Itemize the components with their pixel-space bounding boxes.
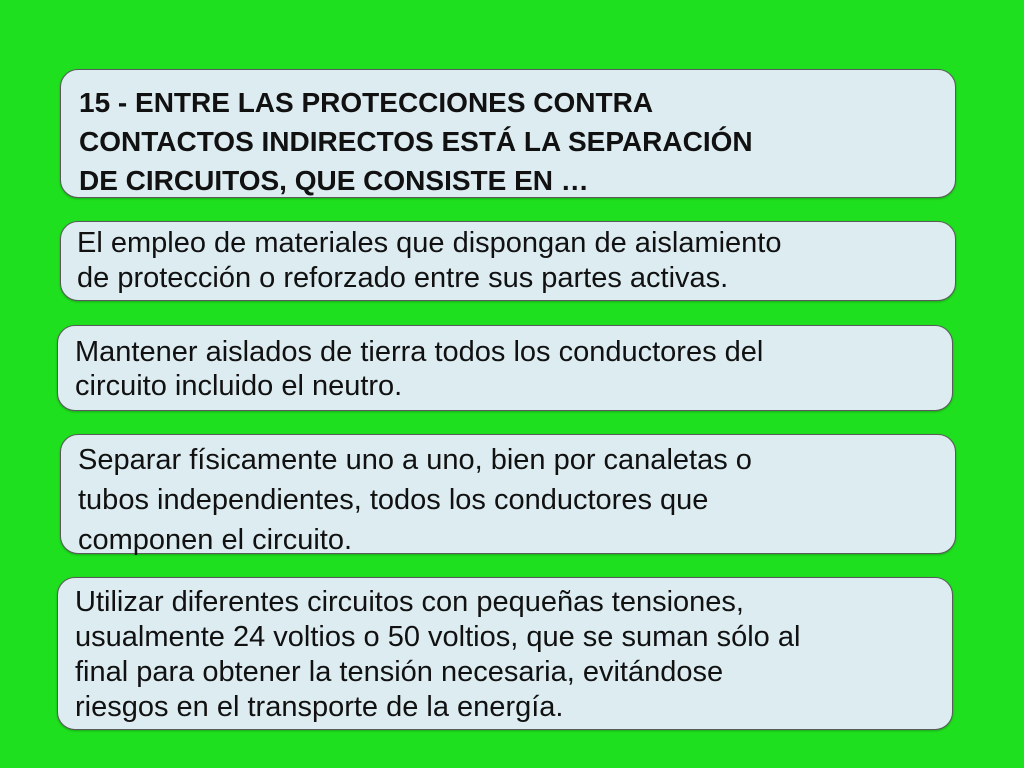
- answer-option-3-text: Separar físicamente uno a uno, bien por canaletas o tubos independientes, todos los conductores que componen el circuito.: [78, 444, 752, 556]
- answer-option-2-text: Mantener aislados de tierra todos los conductores del circuito incluido el neutro.: [75, 336, 764, 402]
- answer-option-1-text: El empleo de materiales que dispongan de aislamiento de protección o reforzado entre sus partes activas.: [77, 227, 782, 294]
- answer-option-4[interactable]: [57, 577, 953, 730]
- answer-option-3[interactable]: [60, 434, 956, 554]
- answer-option-4-text: Utilizar diferentes circuitos con pequeñas tensiones, usualmente 24 voltios o 50 voltios, que se suman sólo al final para obtener la tensión necesaria, evitándose riesgos en el transporte de la energía.: [75, 586, 801, 723]
- answer-option-2[interactable]: [57, 325, 953, 411]
- answer-option-1[interactable]: [60, 221, 956, 301]
- question-text: 15 - ENTRE LAS PROTECCIONES CONTRA CONTACTOS INDIRECTOS ESTÁ LA SEPARACIÓN DE CIRCUITOS, QUE CONSISTE EN …: [79, 87, 753, 196]
- question-box: [60, 69, 956, 198]
